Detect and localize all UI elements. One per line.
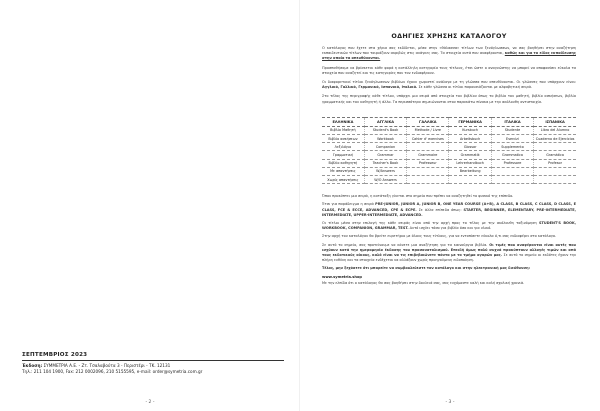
body-2-levels-alt: STARTER, BEGINNER, ELEMENTARY, PRE-INTERMEDIATE, INTERMEDIATE, UPPER-INTERMEDIATE, ADVANCED. (322, 207, 576, 217)
language-terms-table (322, 117, 576, 184)
body-5-bold: Οι τιμές που αναφέρονται είναι αυτές που ισχύουν κατά την ημερομηνία έκδοσης του προσανατολισμού. Επειδή όμως πολύ συχνά προκύπτουν αλλαγές τιμών και από τους εκδοτικούς οίκους, καλό είναι να τις επιβεβαιώνετε πάντα με το τμήμα αγορών μας. (322, 242, 577, 257)
table-cell: Βιβλίο καθηγητή (322, 159, 364, 167)
right-page (300, 0, 600, 411)
header-italian: ΙΤΑΛΙΚΑ (491, 117, 533, 126)
body-paragraph-6 (322, 266, 576, 271)
table-row (322, 159, 576, 167)
table-cell: Gramática (534, 151, 576, 159)
table-cell: Με απαντήσεις (322, 167, 364, 175)
intro-3-post: Σε κάθε γλώσσα οι τίτλοι παρουσιάζονται με αλφαβητική σειρά. (418, 85, 532, 90)
table-cell: Grammatica (491, 151, 533, 159)
table-cell: Libro del Alumno (534, 126, 576, 134)
body-2-levels: PRE-JUNIOR, JUNIOR A, JUNIOR B, ONE YEAR COURSE (A+B), A CLASS, B CLASS, C CLASS, D CLASS, E CLASS, FCE & ECCE, ADVANCED, CPE & ECPE. (322, 202, 576, 212)
table-header-row (322, 117, 576, 126)
table-cell: Esercizi (491, 135, 533, 143)
body-paragraph-2 (322, 202, 576, 218)
publisher-address: ΣΥΜΜΕΤΡΙΑ Α.Ε. - Ζτ. Τσαλαβούτα 3 - Περιστέρι - ΤΚ. 12131 (43, 363, 171, 368)
header-greek: ΕΛΛΗΝΙΚΑ (322, 117, 364, 126)
table-cell: Βιβλίο ασκήσεων (322, 135, 364, 143)
table-cell: Supplemento (491, 143, 533, 151)
table-cell: Βιβλίο Μαθητή (322, 126, 364, 134)
intro-3-languages: Αγγλικά, Γαλλικά, Γερμανικά, Ισπανικά, Ιταλικά. (322, 85, 418, 90)
table-cell (449, 175, 491, 183)
intro-1-emphasis: καθώς και για το είδος εκπαίδευσης στην οποία τα απευθύνονται. (322, 51, 576, 61)
body-5-post: Σε αυτό το σημείο οι εκδότες έχουν την πλήρη ευθύνη και τα στοιχεία ενδέχεται να αλλάξουν χωρίς προηγούμενη ειδοποίηση. (322, 252, 576, 263)
body-3-pre: Οι τίτλοι μέσα στην επιλογή της κάθε σειράς είναι από την αρχή προς το τέλος με την ακόλουθη ταξινόμηση (322, 220, 537, 225)
header-french: ΓΑΛΛΙΚΑ (407, 117, 449, 126)
page-title: ΟΔΗΓΙΕΣ ΧΡΗΣΗΣ ΚΑΤΑΛΟΓΟΥ (391, 32, 507, 40)
table-cell: Χωρίς απαντήσεις (322, 175, 364, 183)
table-row (322, 151, 576, 159)
body-2-post: Σε άλλα επίπεδα όπως: (418, 207, 462, 212)
table-cell: Professeur (407, 159, 449, 167)
body-paragraph-4: Στην αρχή του καταλόγου θα βρείτε ευρετήριο με όλους τους τίτλους, για να εντοπίσετε εύκολα ό,τι σας ενδιαφέρει στο κατάλογο. (322, 234, 557, 239)
intro-3-pre: Οι διαφορετικοί τίτλοι ξενόγλωσσων βιβλίων έχουν χωριστεί ανάλογα με τη γλώσσα που απευθύνονται. Οι γλώσσες που υπάρχουν είναι: (322, 80, 576, 85)
table-cell: Grammaire (407, 151, 449, 159)
table-cell: Λεξιλόγιο (322, 143, 364, 151)
table-cell: Bearbeitung (449, 167, 491, 175)
table-row (322, 126, 576, 134)
table-cell: Teacher's Book (364, 159, 406, 167)
publisher-label: Έκδοση: (22, 363, 43, 368)
table-row (322, 167, 576, 175)
edition-date: ΣΕΠΤΕΜΒΡΙΟΣ 2023 (22, 352, 88, 358)
intro-paragraph-4: Στο τέλος της περιγραφής κάθε τίτλου, υπάρχει μια σειρά από στοιχεία του βιβλίου όπως το βιβλίο του μαθητή, βιβλίο ασκήσεων, βιβλίο γραμματικής και του καθηγητή ή άλλο. Τα περισσότερα σημειώνονται στον παρακάτω πίνακα με την ακόλουθη αντιστοιχία. (322, 94, 576, 104)
body-6-text: Τέλος, μην ξεχάσετε ότι μπορείτε να συμβουλεύεστε τον κατάλογο και στην ηλεκτρονική μας διεύθυνση: (322, 266, 531, 271)
table-cell (407, 175, 449, 183)
body-5-pre: Σε αυτό το σημείο, σας προτείνουμε να κάνετε μια αναζήτηση για τα καινούργια βιβλία. (322, 242, 488, 247)
table-cell: W/Answers (364, 167, 406, 175)
table-cell: Arbeitsbuch (449, 135, 491, 143)
body-paragraph-1: Όπου προκύπτει μια σειρά, η κατάταξη γίνεται στο σημείο που πρέπει να αναζητηθεί το φυσικό της επίπεδο. (322, 194, 514, 199)
body-3-items: STUDENT'S BOOK, WORKBOOK, COMPANION, GRAMMAR, TEST. (322, 220, 576, 231)
table-cell: Student's Book (364, 126, 406, 134)
header-english: ΑΓΓΛΙΚΑ (364, 117, 406, 126)
table-cell (491, 175, 533, 183)
intro-paragraph-3 (322, 80, 576, 90)
table-row (322, 175, 576, 183)
table-cell: Grammar (364, 151, 406, 159)
table-row (322, 143, 576, 151)
page-number-right: - 3 - (445, 400, 455, 405)
body-paragraph-5 (322, 243, 576, 264)
table-cell: Γραμματική (322, 151, 364, 159)
imprint-block (22, 352, 284, 375)
website-link[interactable]: www.symetria.shop (322, 274, 363, 279)
contact-line: Τηλ.: 211 104 1900, Fax: 212 0002096, 210 5155595, e-mail: order@symetria.com.gr (22, 369, 203, 374)
body-3-post: Αυτό ισχύει τόσο για βιβλία όσο και για υλικό. (409, 226, 492, 231)
table-cell: Glossar (449, 143, 491, 151)
intro-paragraph-1 (322, 46, 576, 62)
table-cell: W/O Answers (364, 175, 406, 183)
table-cell (534, 175, 576, 183)
intro-1-text: Ο κατάλογος που έχετε στα χέρια σας εκδίδεται, μέσα στην «θάλασσα» τίτλων των ξενόγλωσσων, να σας βοηθήσει στην αναζήτηση εκπαιδευτικών τίτλων που ταιριάζουν ακριβώς στις ανάγκες σας. Τα στοιχεία αυτά που αναφέρονται, (322, 46, 576, 56)
table-cell: Professore (491, 159, 533, 167)
header-german: ΓΕΡΜΑΝΙΚΑ (449, 117, 491, 126)
table-cell (534, 143, 576, 151)
table-cell: Cuaderno de Ejercicios (534, 135, 576, 143)
table-cell: Workbook (364, 135, 406, 143)
table-cell (491, 167, 533, 175)
body-paragraph-7: Με την ελπίδα ότι ο κατάλογος θα σας βοηθήσει στην δουλειά σας, σας ευχόμαστε καλή και καλή σχολική χρονιά. (322, 280, 525, 285)
table-cell: Kursbuch (449, 126, 491, 134)
table-cell (534, 167, 576, 175)
table-cell (407, 143, 449, 151)
catalog-instructions (322, 32, 576, 289)
table-cell (407, 167, 449, 175)
page-number-left: - 2 - (145, 400, 155, 405)
table-row (322, 135, 576, 143)
table-cell: Methode / Livre (407, 126, 449, 134)
table-cell: Cahier d' exercises (407, 135, 449, 143)
body-2-pre: Έτσι για παράδειγμα η σειρά (322, 202, 374, 207)
body-paragraph-3 (322, 221, 576, 231)
table-cell: Grammatik (449, 151, 491, 159)
table-cell: Lehrerhandbuch (449, 159, 491, 167)
table-cell: Profesor (534, 159, 576, 167)
table-cell: Companion (364, 143, 406, 151)
header-spanish: ΙΣΠΑΝΙΚΑ (534, 117, 576, 126)
intro-paragraph-2: Προσπαθήσαμε να βρίσκεται κάθε φορά η κατάλληλη κατηγορία τους τίτλους, έτσι ώστε ο αναγνώστης να μπορεί να αποφασίσει εύκολα τα στοιχεία που αναζητεί και τις κατηγορίες που τον ενδιαφέρουν. (322, 65, 576, 75)
table-cell: Studente (491, 126, 533, 134)
imprint-divider (22, 360, 284, 361)
